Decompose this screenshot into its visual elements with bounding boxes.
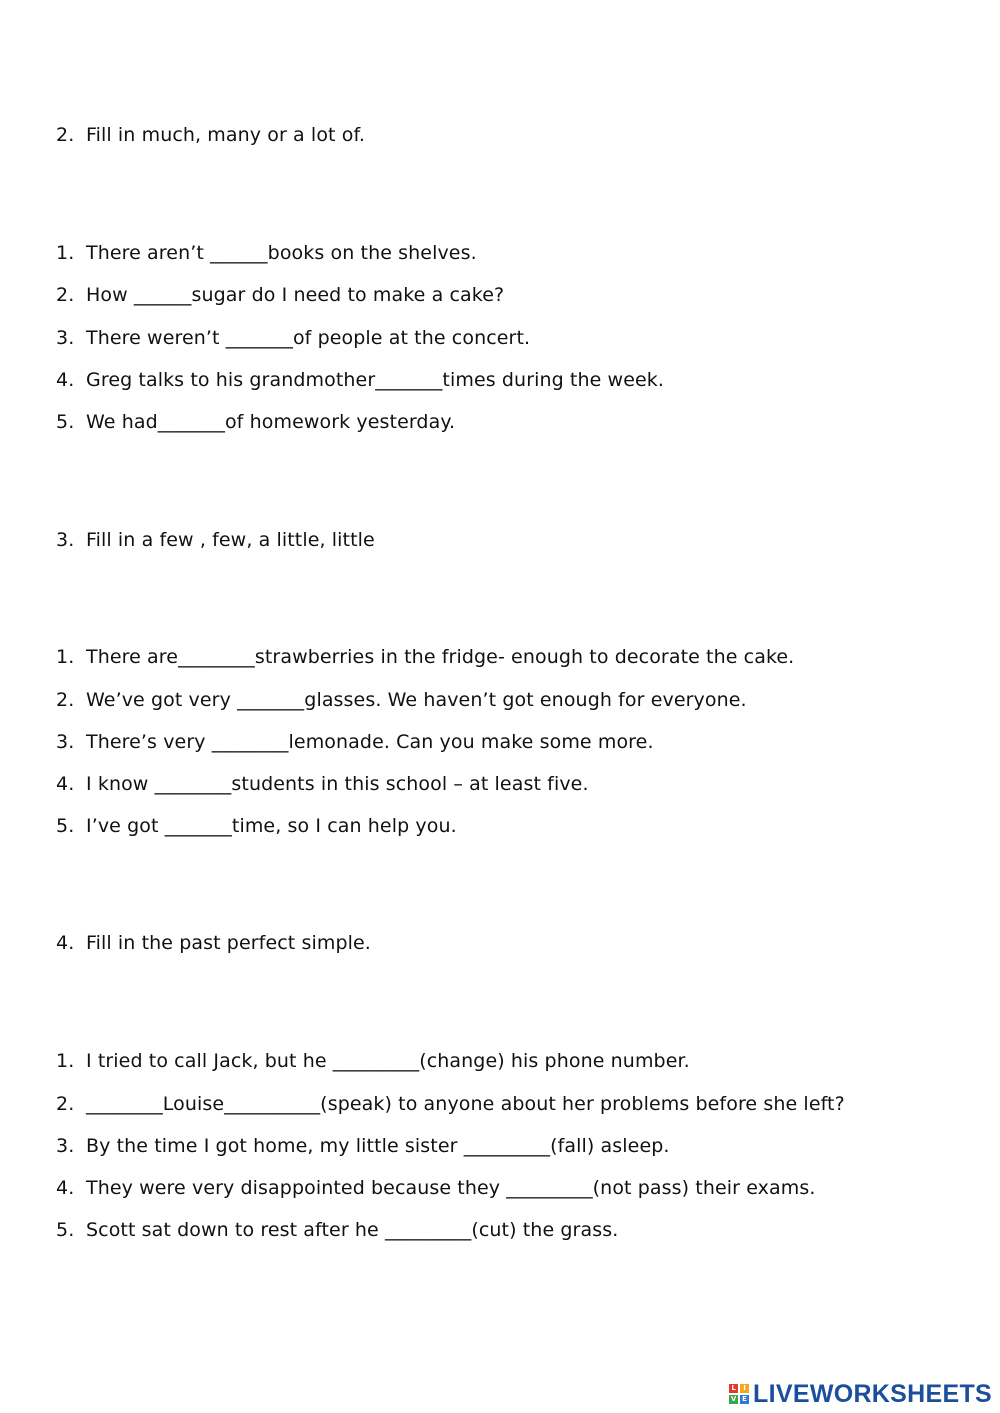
tile-letter: I xyxy=(740,1384,749,1393)
item-number: 5. xyxy=(56,815,75,837)
exercise-item xyxy=(56,814,457,838)
item-number: 3. xyxy=(56,731,75,753)
exercise-item xyxy=(56,326,530,350)
exercise-item xyxy=(56,645,794,669)
exercise-item xyxy=(56,1134,670,1158)
heading-text: Fill in a few , few, a little, little xyxy=(86,529,375,551)
exercise-item xyxy=(56,730,654,754)
heading-number: 2. xyxy=(56,124,75,146)
item-number: 4. xyxy=(56,369,75,391)
exercise-item xyxy=(56,241,477,265)
item-text: How ______sugar do I need to make a cake? xyxy=(86,284,505,306)
item-text: There’s very ________lemonade. Can you make some more. xyxy=(86,731,654,753)
exercise-item xyxy=(56,688,747,712)
item-text: I’ve got _______time, so I can help you. xyxy=(86,815,457,837)
tile-letter: V xyxy=(730,1395,737,1403)
item-number: 3. xyxy=(56,327,75,349)
item-text: By the time I got home, my little sister _________(fall) asleep. xyxy=(86,1135,670,1157)
item-text: We had_______of homework yesterday. xyxy=(86,411,456,433)
live-tile-icon xyxy=(729,1384,749,1404)
heading-text: Fill in much, many or a lot of. xyxy=(86,124,365,146)
exercise-item xyxy=(56,368,664,392)
item-text: Greg talks to his grandmother_______times during the week. xyxy=(86,369,665,391)
item-text: They were very disappointed because they _________(not pass) their exams. xyxy=(86,1177,816,1199)
item-number: 1. xyxy=(56,1050,75,1072)
item-number: 2. xyxy=(56,284,75,306)
exercise-item xyxy=(56,772,589,796)
tile-letter: E xyxy=(740,1395,749,1404)
item-text: There are________strawberries in the fridge- enough to decorate the cake. xyxy=(86,646,795,668)
liveworksheets-logo[interactable] xyxy=(729,1381,992,1407)
item-text: We’ve got very _______glasses. We haven’t got enough for everyone. xyxy=(86,689,747,711)
exercise-item xyxy=(56,1092,845,1116)
item-text: I tried to call Jack, but he _________(change) his phone number. xyxy=(86,1050,690,1072)
tile-letter: L xyxy=(729,1384,738,1393)
heading-text: Fill in the past perfect simple. xyxy=(86,932,371,954)
brand-name: LIVEWORKSHEETS xyxy=(753,1379,992,1408)
section-heading xyxy=(56,931,371,955)
exercise-item xyxy=(56,1049,690,1073)
section-heading xyxy=(56,123,365,147)
item-number: 3. xyxy=(56,1135,75,1157)
heading-number: 4. xyxy=(56,932,75,954)
item-number: 1. xyxy=(56,242,75,264)
item-text: There aren’t ______books on the shelves. xyxy=(86,242,477,264)
item-number: 5. xyxy=(56,1219,75,1241)
item-number: 4. xyxy=(56,1177,75,1199)
item-number: 1. xyxy=(56,646,75,668)
item-number: 2. xyxy=(56,689,75,711)
exercise-item xyxy=(56,410,455,434)
heading-number: 3. xyxy=(56,529,75,551)
item-text: There weren’t _______of people at the concert. xyxy=(86,327,531,349)
exercise-item xyxy=(56,1176,816,1200)
item-text: Scott sat down to rest after he _________(cut) the grass. xyxy=(86,1219,619,1241)
item-text: I know ________students in this school – at least five. xyxy=(86,773,589,795)
item-number: 5. xyxy=(56,411,75,433)
section-heading xyxy=(56,528,375,552)
exercise-item xyxy=(56,283,504,307)
item-text: ________Louise__________(speak) to anyone about her problems before she left? xyxy=(86,1093,845,1115)
item-number: 4. xyxy=(56,773,75,795)
item-number: 2. xyxy=(56,1093,75,1115)
exercise-item xyxy=(56,1218,618,1242)
